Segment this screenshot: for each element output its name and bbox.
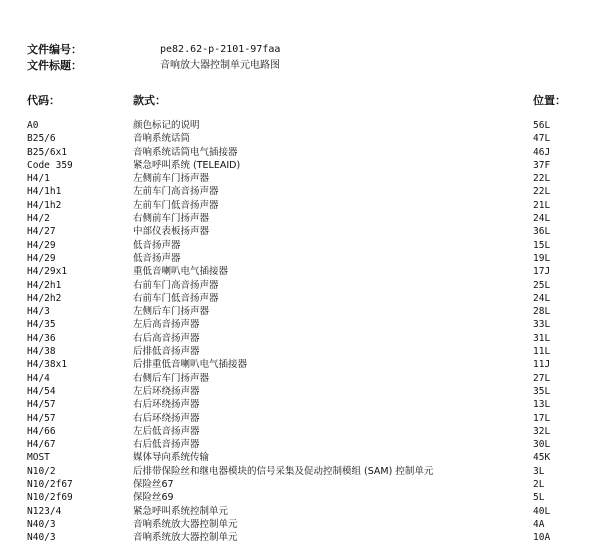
table-row (0, 478, 600, 491)
table-row (0, 279, 600, 292)
header-code: 代码： (27, 94, 60, 107)
table-row (0, 518, 600, 531)
row-code: H4/4 (27, 372, 50, 384)
table-row (0, 305, 600, 318)
table-row (0, 159, 600, 172)
row-pos: 24L (533, 292, 551, 304)
row-code: H4/1 (27, 173, 50, 185)
table-row (0, 505, 600, 518)
row-desc: 重低音喇叭电气插接器 (133, 266, 229, 278)
row-pos: 17L (533, 412, 551, 424)
row-desc: 左后环绕扬声器 (133, 385, 200, 397)
row-pos: 56L (533, 120, 551, 131)
row-desc: 左前车门高音扬声器 (133, 186, 219, 198)
row-code: H4/2h1 (27, 279, 62, 291)
doc-title-value: 音响放大器控制单元电路图 (160, 60, 280, 71)
row-desc: 低音扬声器 (133, 239, 181, 251)
row-desc: 音响系统话筒 (133, 133, 191, 145)
row-desc: 后排重低音喇叭电气插接器 (133, 359, 248, 371)
row-pos: 32L (533, 425, 551, 437)
table-row (0, 398, 600, 411)
row-code: H4/1h2 (27, 199, 62, 211)
row-pos: 22L (533, 173, 551, 185)
table-row (0, 425, 600, 438)
row-pos: 21L (533, 199, 551, 211)
row-code: H4/27 (27, 226, 56, 238)
table-row (0, 332, 600, 345)
row-pos: 35L (533, 385, 551, 397)
row-code: B25/6 (27, 133, 56, 145)
table-row (0, 318, 600, 331)
row-code: H4/35 (27, 319, 56, 331)
row-pos: 2L (533, 479, 545, 491)
row-pos: 19L (533, 252, 551, 264)
table-row (0, 212, 600, 225)
table-row (0, 225, 600, 238)
row-code: B25/6x1 (27, 146, 68, 158)
row-code: N40/3 (27, 532, 56, 544)
row-code: N10/2f67 (27, 479, 73, 491)
row-pos: 22L (533, 186, 551, 198)
table-row (0, 292, 600, 305)
row-pos: 31L (533, 332, 551, 344)
table-row (0, 438, 600, 451)
row-code: H4/38x1 (27, 359, 68, 371)
doc-number-value: pe82.62-p-2101-97faa (160, 44, 281, 55)
row-pos: 11L (533, 346, 551, 358)
table-row (0, 412, 600, 425)
row-desc: 音响系统放大器控制单元 (133, 518, 238, 530)
table-row (0, 265, 600, 278)
table-row (0, 345, 600, 358)
table-row (0, 372, 600, 385)
row-pos: 24L (533, 213, 551, 225)
row-pos: 33L (533, 319, 551, 331)
row-desc: 后排低音扬声器 (133, 346, 200, 358)
row-desc: 音响系统放大器控制单元 (133, 532, 238, 544)
row-desc: 保险丝69 (133, 492, 174, 504)
table-row (0, 172, 600, 185)
row-desc: 低音扬声器 (133, 252, 181, 264)
row-pos: 17J (533, 266, 551, 278)
row-desc: 右前车门高音扬声器 (133, 279, 219, 291)
row-pos: 36L (533, 226, 551, 238)
row-desc: 后排带保险丝和继电器模块的信号采集及促动控制模组 (SAM) 控制单元 (133, 465, 434, 477)
row-code: Code 359 (27, 159, 73, 171)
row-code: MOST (27, 452, 50, 464)
row-code: A0 (27, 120, 39, 131)
row-code: N10/2 (27, 465, 56, 477)
row-pos: 3L (533, 465, 545, 477)
row-desc: 右侧后车门扬声器 (133, 372, 210, 384)
row-pos: 46J (533, 146, 551, 158)
row-pos: 11J (533, 359, 551, 371)
row-desc: 颜色标记的说明 (133, 120, 200, 131)
row-pos: 5L (533, 492, 545, 504)
doc-title-label: 文件标题： (27, 59, 82, 72)
row-desc: 媒体导向系统传输 (133, 452, 210, 464)
table-row (0, 199, 600, 212)
table-row (0, 531, 600, 544)
row-pos: 47L (533, 133, 551, 145)
row-pos: 15L (533, 239, 551, 251)
row-code: H4/2h2 (27, 292, 62, 304)
row-desc: 右后低音扬声器 (133, 439, 200, 451)
row-code: H4/29 (27, 252, 56, 264)
row-code: H4/67 (27, 439, 56, 451)
table-row (0, 132, 600, 145)
table-row (0, 119, 600, 132)
row-pos: 4A (533, 518, 545, 530)
row-code: H4/38 (27, 346, 56, 358)
row-code: H4/2 (27, 213, 50, 225)
row-code: H4/57 (27, 399, 56, 411)
row-pos: 10A (533, 532, 551, 544)
row-desc: 左后高音扬声器 (133, 319, 200, 331)
row-pos: 13L (533, 399, 551, 411)
component-list (0, 119, 600, 545)
row-pos: 28L (533, 306, 551, 318)
header-pos: 位置： (533, 94, 566, 107)
table-row (0, 358, 600, 371)
row-pos: 37F (533, 159, 551, 171)
row-desc: 紧急呼叫系统 (TELEAID) (133, 159, 241, 171)
row-desc: 右后环绕扬声器 (133, 412, 200, 424)
row-code: N123/4 (27, 505, 62, 517)
row-pos: 27L (533, 372, 551, 384)
row-pos: 40L (533, 505, 551, 517)
row-code: H4/57 (27, 412, 56, 424)
row-desc: 左前车门低音扬声器 (133, 199, 219, 211)
table-row (0, 385, 600, 398)
row-desc: 右后高音扬声器 (133, 332, 200, 344)
row-code: H4/3 (27, 306, 50, 318)
row-pos: 25L (533, 279, 551, 291)
table-row (0, 252, 600, 265)
row-desc: 左侧前车门扬声器 (133, 173, 210, 185)
row-desc: 左侧后车门扬声器 (133, 306, 210, 318)
row-code: H4/29x1 (27, 266, 68, 278)
row-desc: 中部仪表板扬声器 (133, 226, 210, 238)
row-code: H4/1h1 (27, 186, 62, 198)
doc-number-label: 文件编号： (27, 43, 82, 56)
row-code: H4/29 (27, 239, 56, 251)
row-desc: 保险丝67 (133, 479, 174, 491)
row-code: N40/3 (27, 518, 56, 530)
row-desc: 右侧前车门扬声器 (133, 213, 210, 225)
row-desc: 紧急呼叫系统控制单元 (133, 505, 229, 517)
header-desc: 款式： (133, 94, 166, 107)
row-pos: 30L (533, 439, 551, 451)
table-row (0, 239, 600, 252)
row-code: H4/54 (27, 385, 56, 397)
row-code: H4/66 (27, 425, 56, 437)
row-desc: 音响系统话筒电气插接器 (133, 146, 238, 158)
table-row (0, 185, 600, 198)
row-desc: 左后低音扬声器 (133, 425, 200, 437)
row-desc: 右前车门低音扬声器 (133, 292, 219, 304)
row-code: N10/2f69 (27, 492, 73, 504)
table-row (0, 491, 600, 504)
table-row (0, 451, 600, 464)
row-desc: 右后环绕扬声器 (133, 399, 200, 411)
row-code: H4/36 (27, 332, 56, 344)
table-row (0, 146, 600, 159)
row-pos: 45K (533, 452, 551, 464)
table-row (0, 465, 600, 478)
